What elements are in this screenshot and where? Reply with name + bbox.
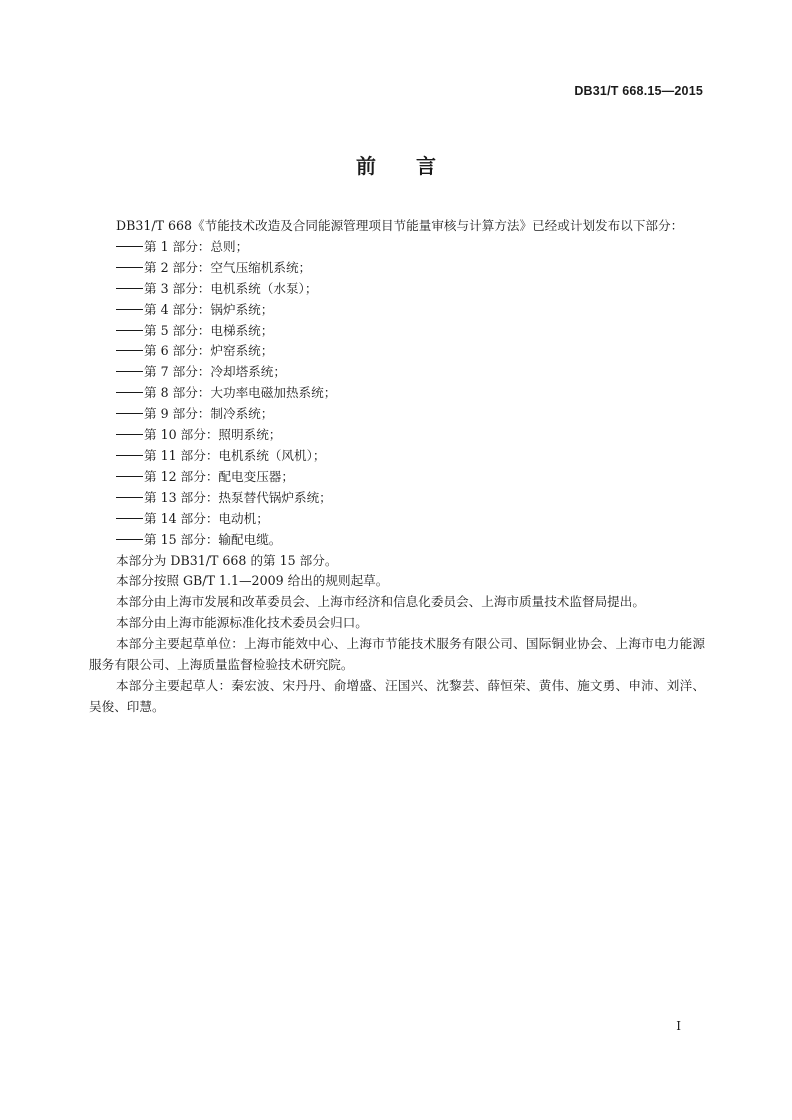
list-item: 第 14 部分：电动机； [89, 509, 705, 530]
parts-list [89, 237, 705, 551]
page-number: I [676, 1019, 681, 1033]
em-dash-mark [116, 518, 143, 519]
proposer-paragraph: 本部分由上海市发展和改革委员会、上海市经济和信息化委员会、上海市质量技术监督局提出。 [116, 594, 645, 610]
em-dash-mark [116, 288, 143, 289]
list-item: 第 4 部分：锅炉系统； [89, 300, 705, 321]
committee-paragraph: 本部分由上海市能源标准化技术委员会归口。 [116, 615, 368, 631]
list-item: 第 6 部分：炉窑系统； [89, 341, 705, 362]
em-dash-mark [116, 434, 143, 435]
em-dash-mark [116, 476, 143, 477]
em-dash-mark [116, 246, 143, 247]
em-dash-mark [116, 497, 143, 498]
list-item: 第 5 部分：电梯系统； [89, 321, 705, 342]
list-item: 第 10 部分：照明系统； [89, 425, 705, 446]
list-item: 第 11 部分：电机系统（风机）； [89, 446, 705, 467]
em-dash-mark [116, 392, 143, 393]
list-item: 第 1 部分：总则； [89, 237, 705, 258]
scope-paragraph: 本部分为 DB31/T 668 的第 15 部分。 [116, 552, 338, 568]
list-item: 第 8 部分：大功率电磁加热系统； [89, 383, 705, 404]
em-dash-mark [116, 413, 143, 414]
em-dash-mark [116, 350, 143, 351]
document-code: DB31/T 668.15—2015 [574, 84, 703, 98]
list-item: 第 3 部分：电机系统（水泵）； [89, 279, 705, 300]
intro-paragraph: DB31/T 668《节能技术改造及合同能源管理项目节能量审核与计算方法》已经或计划发布以下部分： [116, 218, 684, 233]
em-dash-mark [116, 267, 143, 268]
em-dash-mark [116, 330, 143, 331]
em-dash-mark [116, 371, 143, 372]
list-item: 第 15 部分：输配电缆。 [89, 530, 705, 551]
drafters-paragraph: 本部分主要起草人：秦宏波、宋丹丹、俞增盛、汪国兴、沈黎芸、薛恒荣、黄伟、施文勇、申沛、刘洋、吴俊、印慧。 [89, 677, 705, 714]
list-item: 第 2 部分：空气压缩机系统； [89, 258, 705, 279]
drafting-rules-paragraph: 本部分按照 GB/T 1.1—2009 给出的规则起草。 [116, 573, 389, 589]
list-item: 第 9 部分：制冷系统； [89, 404, 705, 425]
em-dash-mark [116, 455, 143, 456]
drafting-units-paragraph: 本部分主要起草单位：上海市能效中心、上海市节能技术服务有限公司、国际铜业协会、上海市电力能源服务有限公司、上海质量监督检验技术研究院。 [89, 636, 705, 673]
em-dash-mark [116, 309, 143, 310]
foreword-body [89, 216, 705, 718]
list-item: 第 12 部分：配电变压器； [89, 467, 705, 488]
page-title: 前 言 [356, 154, 436, 178]
list-item: 第 13 部分：热泵替代锅炉系统； [89, 488, 705, 509]
list-item: 第 7 部分：冷却塔系统； [89, 362, 705, 383]
em-dash-mark [116, 539, 143, 540]
